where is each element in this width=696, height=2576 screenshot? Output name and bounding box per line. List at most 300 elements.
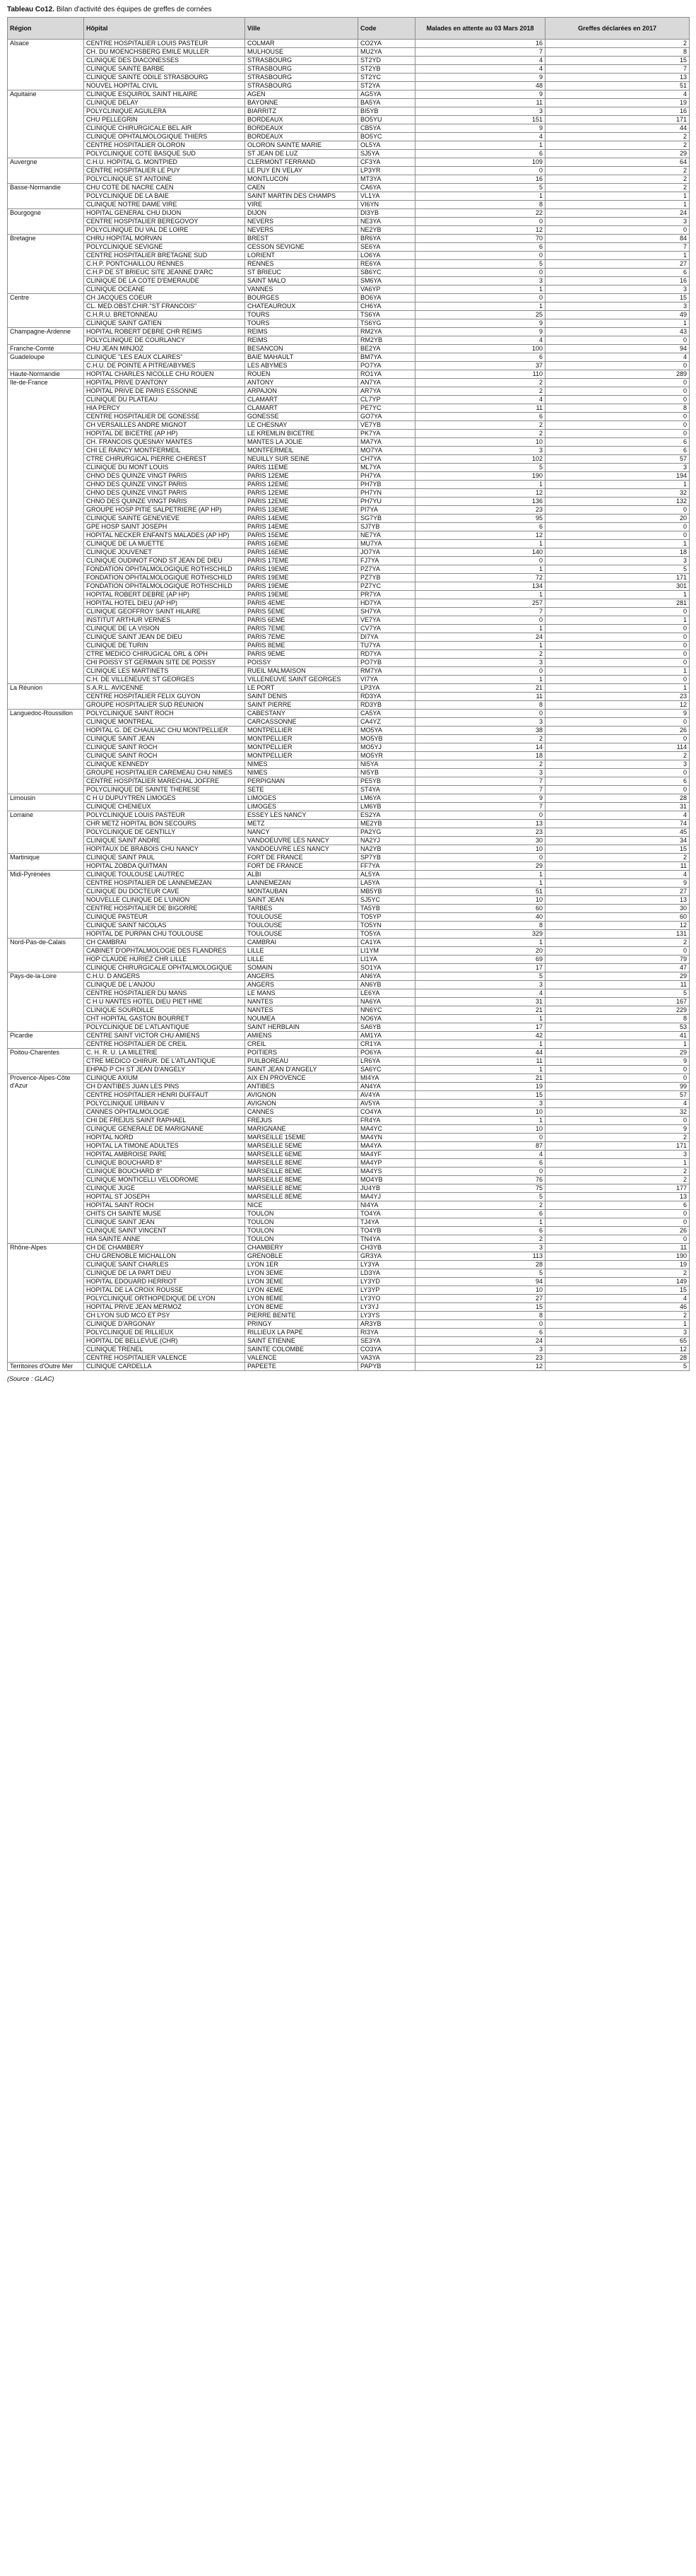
code-cell: PK7YA: [358, 430, 415, 438]
ville-cell: OLORON SAINTE MARIE: [245, 141, 358, 150]
table-row: [8, 1134, 690, 1142]
code-cell: LP3YR: [358, 167, 415, 175]
code-cell: MU7YA: [358, 540, 415, 548]
ville-cell: NANCY: [245, 828, 358, 837]
region-cell: Champagne-Ardenne: [8, 328, 84, 345]
ville-cell: MARSEILLE 8EME: [245, 1193, 358, 1201]
ville-cell: MARIGNANE: [245, 1125, 358, 1134]
greffes-cell: 3: [545, 1329, 690, 1337]
hopital-cell: C.H. DE VILLENEUVE ST GEORGES: [84, 676, 245, 684]
malades-cell: 8: [415, 701, 545, 710]
malades-cell: 0: [415, 294, 545, 302]
code-cell: MA4YC: [358, 1125, 415, 1134]
hopital-cell: CLINIQUE DES DIACONESSES: [84, 57, 245, 65]
code-cell: NI5YB: [358, 769, 415, 777]
table-row: [8, 269, 690, 277]
code-cell: MT3YA: [358, 175, 415, 184]
code-cell: ML7YA: [358, 464, 415, 472]
table-row: [8, 565, 690, 574]
table-row: [8, 141, 690, 150]
table-row: [8, 540, 690, 548]
hopital-cell: CLINIQUE SAINT JEAN: [84, 735, 245, 743]
ville-cell: PARIS 14EME: [245, 514, 358, 523]
source-note: (Source : GLAC): [7, 1375, 54, 1382]
ville-cell: PUILBOREAU: [245, 1057, 358, 1066]
code-cell: LY3YA: [358, 1261, 415, 1269]
malades-cell: 76: [415, 1176, 545, 1184]
table-row: [8, 311, 690, 319]
code-cell: SA6YB: [358, 1023, 415, 1032]
code-cell: TO4YA: [358, 1210, 415, 1218]
malades-cell: 2: [415, 760, 545, 769]
code-cell: TO5YP: [358, 913, 415, 922]
code-cell: AN4YA: [358, 1083, 415, 1091]
code-cell: SJ5YC: [358, 896, 415, 905]
ville-cell: PARIS 11EME: [245, 464, 358, 472]
ville-cell: MARSEILLE 5EME: [245, 1142, 358, 1151]
table-row: [8, 1176, 690, 1184]
hopital-cell: C.H.P. PONTCHAILLOU RENNES: [84, 260, 245, 269]
malades-cell: 9: [415, 328, 545, 336]
table-row: [8, 1354, 690, 1363]
hopital-cell: CHNO DES QUINZE VINGT PARIS: [84, 472, 245, 481]
malades-cell: 1: [415, 1040, 545, 1049]
table-row: [8, 107, 690, 116]
table-row: [8, 1125, 690, 1134]
malades-cell: 27: [415, 1295, 545, 1303]
greffes-cell: 149: [545, 1278, 690, 1286]
hopital-cell: CH CAMBRAI: [84, 939, 245, 947]
ville-cell: CHATEAUROUX: [245, 302, 358, 311]
code-cell: LO6YA: [358, 252, 415, 260]
malades-cell: 109: [415, 158, 545, 167]
hopital-cell: CH JACQUES COEUR: [84, 294, 245, 302]
table-row: [8, 514, 690, 523]
hopital-cell: HOPITAUX DE BRABOIS CHU NANCY: [84, 845, 245, 854]
region-cell: Poitou-Charentes: [8, 1049, 84, 1074]
greffes-cell: 64: [545, 158, 690, 167]
ville-cell: MULHOUSE: [245, 48, 358, 57]
code-cell: BR6YA: [358, 235, 415, 243]
greffes-cell: 19: [545, 99, 690, 107]
ville-cell: RENNES: [245, 260, 358, 269]
malades-cell: 1: [415, 192, 545, 201]
greffes-cell: 15: [545, 294, 690, 302]
table-row: [8, 353, 690, 362]
ville-cell: LILLE: [245, 955, 358, 964]
code-cell: LY3YS: [358, 1312, 415, 1320]
hopital-cell: CLINIQUE CHIRURGICALE OPHTALMOLOGIQUE: [84, 964, 245, 972]
ville-cell: NANTES: [245, 1006, 358, 1015]
malades-cell: 2: [415, 650, 545, 659]
ville-cell: FORT DE FRANCE: [245, 854, 358, 862]
table-row: [8, 302, 690, 311]
hopital-cell: FONDATION OPHTALMOLOGIQUE ROTHSCHILD: [84, 565, 245, 574]
malades-cell: 0: [415, 854, 545, 862]
hopital-cell: EHPAD P CH ST JEAN D'ANGELY: [84, 1066, 245, 1074]
greffes-cell: 28: [545, 1354, 690, 1363]
greffes-cell: 7: [545, 243, 690, 252]
ville-cell: BORDEAUX: [245, 124, 358, 133]
region-cell: Limousin: [8, 794, 84, 811]
greffes-cell: 2: [545, 167, 690, 175]
greffes-table: [7, 17, 690, 1371]
code-cell: AR7YA: [358, 387, 415, 396]
malades-cell: 3: [415, 1346, 545, 1354]
ville-cell: CABESTANY: [245, 710, 358, 718]
ville-cell: VILLENEUVE SAINT GEORGES: [245, 676, 358, 684]
code-cell: TO4YB: [358, 1227, 415, 1235]
table-row: [8, 633, 690, 642]
code-cell: CB5YA: [358, 124, 415, 133]
hopital-cell: POLYCLINIQUE DE LA BAIE: [84, 192, 245, 201]
greffes-cell: 301: [545, 582, 690, 591]
greffes-cell: 3: [545, 1151, 690, 1159]
malades-cell: 3: [415, 1244, 545, 1252]
table-row: [8, 506, 690, 514]
hopital-cell: CLINIQUE SAINT ROCH: [84, 752, 245, 760]
ville-cell: CREIL: [245, 1040, 358, 1049]
ville-cell: PARIS 5EME: [245, 608, 358, 616]
ville-cell: TOULOUSE: [245, 913, 358, 922]
malades-cell: 5: [415, 260, 545, 269]
malades-cell: 5: [415, 1269, 545, 1278]
ville-cell: PARIS 19EME: [245, 565, 358, 574]
ville-cell: LE MANS: [245, 989, 358, 998]
malades-cell: 2: [415, 1235, 545, 1244]
malades-cell: 3: [415, 277, 545, 286]
code-cell: RM7YA: [358, 667, 415, 676]
table-row: [8, 1151, 690, 1159]
ville-cell: CAEN: [245, 184, 358, 192]
hopital-cell: CLINIQUE DU DOCTEUR CAVE: [84, 888, 245, 896]
table-row: [8, 650, 690, 659]
ville-cell: CHAMBERY: [245, 1244, 358, 1252]
table-row: [8, 362, 690, 370]
malades-cell: 23: [415, 828, 545, 837]
ville-cell: LYON 3EME: [245, 1278, 358, 1286]
hopital-cell: GROUPE HOSP PITIE SALPETRIERE (AP HP): [84, 506, 245, 514]
greffes-cell: 2: [545, 175, 690, 184]
table-row: [8, 82, 690, 90]
greffes-cell: 32: [545, 1108, 690, 1117]
malades-cell: 42: [415, 1032, 545, 1040]
table-body: [8, 40, 690, 1371]
code-cell: TO5YN: [358, 922, 415, 930]
malades-cell: 11: [415, 1057, 545, 1066]
table-row: [8, 387, 690, 396]
malades-cell: 190: [415, 472, 545, 481]
greffes-cell: 2: [545, 854, 690, 862]
code-cell: SJ5YA: [358, 150, 415, 158]
greffes-cell: 131: [545, 930, 690, 939]
table-row: [8, 345, 690, 353]
hopital-cell: CLINIQUE DE LA MUETTE: [84, 540, 245, 548]
hopital-cell: CENTRE HOSPITALIER HENRI DUFFAUT: [84, 1091, 245, 1100]
table-row: [8, 803, 690, 811]
table-row: [8, 1168, 690, 1176]
hopital-cell: POLYCLINIQUE DE COURLANCY: [84, 336, 245, 345]
ville-cell: ST JEAN DE LUZ: [245, 150, 358, 158]
ville-cell: MONTPELLIER: [245, 752, 358, 760]
code-cell: SB6YC: [358, 269, 415, 277]
greffes-cell: 4: [545, 353, 690, 362]
hopital-cell: POLYCLINIQUE ORTHOPEDIQUE DE LYON: [84, 1295, 245, 1303]
code-cell: ST2YB: [358, 65, 415, 73]
greffes-cell: 18: [545, 548, 690, 557]
greffes-cell: 2: [545, 752, 690, 760]
table-row: [8, 286, 690, 294]
code-cell: FR4YA: [358, 1117, 415, 1125]
table-row: [8, 972, 690, 981]
malades-cell: 1: [415, 1015, 545, 1023]
greffes-cell: 12: [545, 1346, 690, 1354]
greffes-cell: 26: [545, 727, 690, 735]
hopital-cell: CLINIQUE SAINT PAUL: [84, 854, 245, 862]
malades-cell: 12: [415, 1363, 545, 1371]
ville-cell: PARIS 4EME: [245, 599, 358, 608]
ville-cell: PARIS 7EME: [245, 625, 358, 633]
ville-cell: CLAMART: [245, 396, 358, 404]
hopital-cell: CLINIQUE OCEANE: [84, 286, 245, 294]
table-row: [8, 693, 690, 701]
greffes-cell: 31: [545, 803, 690, 811]
ville-cell: PARIS 12EME: [245, 489, 358, 498]
table-row: [8, 1235, 690, 1244]
ville-cell: PARIS 16EME: [245, 548, 358, 557]
table-row: [8, 1346, 690, 1354]
ville-cell: TARBES: [245, 905, 358, 913]
malades-cell: 24: [415, 1337, 545, 1346]
ville-cell: ROUEN: [245, 370, 358, 379]
ville-cell: ANGERS: [245, 972, 358, 981]
table-row: [8, 124, 690, 133]
malades-cell: 7: [415, 48, 545, 57]
code-cell: MA4YF: [358, 1151, 415, 1159]
greffes-cell: 2: [545, 939, 690, 947]
hopital-cell: CLINIQUE SAINTE ODILE STRASBOURG: [84, 73, 245, 82]
code-cell: ES2YA: [358, 811, 415, 820]
malades-cell: 13: [415, 820, 545, 828]
table-row: [8, 430, 690, 438]
hopital-cell: CLINIQUE JUGE: [84, 1184, 245, 1193]
ville-cell: COLMAR: [245, 40, 358, 48]
table-row: [8, 659, 690, 667]
code-cell: TS6YG: [358, 319, 415, 328]
greffes-cell: 4: [545, 90, 690, 99]
hopital-cell: CHNO DES QUINZE VINGT PARIS: [84, 489, 245, 498]
malades-cell: 10: [415, 1108, 545, 1117]
code-cell: ST2YD: [358, 57, 415, 65]
table-row: [8, 150, 690, 158]
hopital-cell: CLINIQUE MONTREAL: [84, 718, 245, 727]
greffes-cell: 13: [545, 73, 690, 82]
malades-cell: 2: [415, 387, 545, 396]
greffes-cell: 1: [545, 684, 690, 693]
greffes-cell: 114: [545, 743, 690, 752]
hopital-cell: CLINIQUE CARDELLA: [84, 1363, 245, 1371]
ville-cell: NEVERS: [245, 218, 358, 226]
hopital-cell: HOPITAL CHARLES NICOLLE CHU ROUEN: [84, 370, 245, 379]
ville-cell: SAINT MARTIN DES CHAMPS: [245, 192, 358, 201]
ville-cell: SOMAIN: [245, 964, 358, 972]
ville-cell: ANTIBES: [245, 1083, 358, 1091]
malades-cell: 23: [415, 1354, 545, 1363]
table-row: [8, 616, 690, 625]
table-row: [8, 684, 690, 693]
code-cell: RD7YA: [358, 650, 415, 659]
greffes-cell: 12: [545, 922, 690, 930]
greffes-cell: 194: [545, 472, 690, 481]
malades-cell: 7: [415, 786, 545, 794]
greffes-cell: 94: [545, 345, 690, 353]
malades-cell: 7: [415, 608, 545, 616]
table-row: [8, 294, 690, 302]
code-cell: TS6YA: [358, 311, 415, 319]
code-cell: ME2YB: [358, 820, 415, 828]
ville-cell: REIMS: [245, 336, 358, 345]
code-cell: BO5YC: [358, 133, 415, 141]
table-row: [8, 718, 690, 727]
table-row: [8, 396, 690, 404]
hopital-cell: CLINIQUE D'ARGONAY: [84, 1320, 245, 1329]
table-row: [8, 413, 690, 421]
hopital-cell: CLINIQUE NOTRE DAME VIRE: [84, 201, 245, 209]
code-cell: LM6YB: [358, 803, 415, 811]
ville-cell: SAINT ETIENNE: [245, 1337, 358, 1346]
hopital-cell: POLYCLINIQUE COTE BASQUE SUD: [84, 150, 245, 158]
code-cell: TN4YA: [358, 1235, 415, 1244]
greffes-cell: 27: [545, 260, 690, 269]
code-cell: SJ7YB: [358, 523, 415, 531]
greffes-cell: 15: [545, 57, 690, 65]
hopital-cell: C.H.R.U. BRETONNEAU: [84, 311, 245, 319]
greffes-cell: 6: [545, 777, 690, 786]
greffes-cell: 1: [545, 667, 690, 676]
table-row: [8, 1091, 690, 1100]
greffes-cell: 177: [545, 1184, 690, 1193]
code-cell: RO1YA: [358, 370, 415, 379]
hopital-cell: CENTRE HOSPITALIER LOUIS PASTEUR: [84, 40, 245, 48]
greffes-cell: 0: [545, 786, 690, 794]
region-cell: Aquitaine: [8, 90, 84, 158]
code-cell: PE5YB: [358, 777, 415, 786]
ville-cell: NOUMEA: [245, 1015, 358, 1023]
table-row: [8, 1278, 690, 1286]
code-cell: LI1YA: [358, 955, 415, 964]
hopital-cell: CENTRE HOSPITALIER VALENCE: [84, 1354, 245, 1363]
ville-cell: SAINT JEAN D'ANGELY: [245, 1066, 358, 1074]
table-row: [8, 1032, 690, 1040]
table-row: [8, 981, 690, 989]
table-row: [8, 158, 690, 167]
ville-cell: PRINGY: [245, 1320, 358, 1329]
malades-cell: 60: [415, 905, 545, 913]
greffes-cell: 6: [545, 447, 690, 455]
table-row: [8, 845, 690, 854]
ville-cell: STRASBOURG: [245, 65, 358, 73]
hopital-cell: CHU PELLEGRIN: [84, 116, 245, 124]
code-cell: SP7YB: [358, 854, 415, 862]
malades-cell: 44: [415, 1049, 545, 1057]
code-cell: CO4YA: [358, 1108, 415, 1117]
hopital-cell: CLINIQUE DU MONT LOUIS: [84, 464, 245, 472]
hopital-cell: CLINIQUE GEOFFROY SAINT HILAIRE: [84, 608, 245, 616]
hopital-cell: CLINIQUE MONTICELLI VELODROME: [84, 1176, 245, 1184]
greffes-cell: 0: [545, 1210, 690, 1218]
malades-cell: 1: [415, 1117, 545, 1125]
table-row: [8, 379, 690, 387]
table-row: [8, 57, 690, 65]
hopital-cell: CHI POISSY ST GERMAIN SITE DE POISSY: [84, 659, 245, 667]
code-cell: CA5YA: [358, 710, 415, 718]
malades-cell: 95: [415, 514, 545, 523]
code-cell: AM1YA: [358, 1032, 415, 1040]
code-cell: RM2YA: [358, 328, 415, 336]
code-cell: MA4YA: [358, 1142, 415, 1151]
ville-cell: NIMES: [245, 769, 358, 777]
greffes-cell: 8: [545, 404, 690, 413]
code-cell: VL1YA: [358, 192, 415, 201]
code-cell: PZ7YC: [358, 582, 415, 591]
hopital-cell: CLINIQUE SAINTE BARBE: [84, 65, 245, 73]
table-row: [8, 235, 690, 243]
table-row: [8, 989, 690, 998]
malades-cell: 30: [415, 837, 545, 845]
hopital-cell: CLINIQUE DE LA PART DIEU: [84, 1269, 245, 1278]
hopital-cell: CENTRE HOSPITALIER FELIX GUYON: [84, 693, 245, 701]
greffes-cell: 171: [545, 116, 690, 124]
ville-cell: GONESSE: [245, 413, 358, 421]
malades-cell: 8: [415, 1312, 545, 1320]
table-row: [8, 65, 690, 73]
greffes-cell: 6: [545, 269, 690, 277]
malades-cell: 15: [415, 1303, 545, 1312]
malades-cell: 8: [415, 201, 545, 209]
greffes-cell: 13: [545, 1193, 690, 1201]
code-cell: PI7YA: [358, 506, 415, 514]
table-row: [8, 243, 690, 252]
hopital-cell: CENTRE HOSPITALIER DE BIGORRE: [84, 905, 245, 913]
ville-cell: TOULON: [245, 1210, 358, 1218]
greffes-cell: 0: [545, 336, 690, 345]
greffes-cell: 27: [545, 888, 690, 896]
ville-cell: LYON 1ER: [245, 1261, 358, 1269]
region-cell: Rhône-Alpes: [8, 1244, 84, 1363]
ville-cell: PARIS 19EME: [245, 574, 358, 582]
code-cell: RM2YB: [358, 336, 415, 345]
code-cell: PO6YA: [358, 1049, 415, 1057]
malades-cell: 2: [415, 1201, 545, 1210]
table-header-row: [8, 18, 690, 40]
ville-cell: LILLE: [245, 947, 358, 955]
greffes-cell: 5: [545, 565, 690, 574]
hopital-cell: CLINIQUE DU PLATEAU: [84, 396, 245, 404]
malades-cell: 3: [415, 769, 545, 777]
ville-cell: PARIS 14EME: [245, 523, 358, 531]
malades-cell: 6: [415, 413, 545, 421]
code-cell: PH7YA: [358, 472, 415, 481]
code-cell: MA4YS: [358, 1168, 415, 1176]
hopital-cell: CABINET D'OPHTALMOLOGIE DES FLANDRES: [84, 947, 245, 955]
ville-cell: PARIS 12EME: [245, 498, 358, 506]
malades-cell: 1: [415, 540, 545, 548]
code-cell: LY3YO: [358, 1295, 415, 1303]
hopital-cell: HOPITAL DE PURPAN CHU TOULOUSE: [84, 930, 245, 939]
code-cell: VA3YA: [358, 1354, 415, 1363]
hopital-cell: CLINIQUE SAINT JEAN: [84, 1218, 245, 1227]
code-cell: AN7YA: [358, 379, 415, 387]
